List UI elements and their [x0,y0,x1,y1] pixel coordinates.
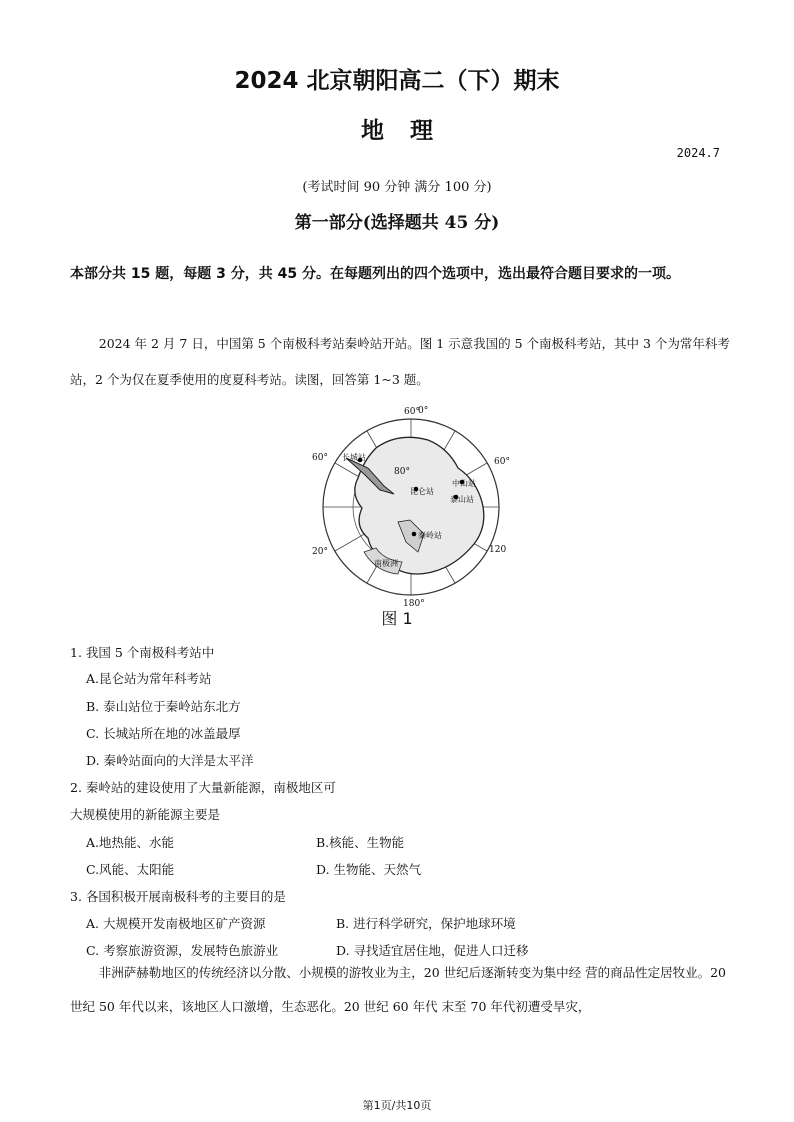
exam-info: (考试时间 90 分钟 满分 100 分) [302,180,492,195]
antarctic-map [306,402,516,612]
label-qinling: 秦岭站 [418,531,442,540]
label-taishan: 泰山站 [450,495,474,504]
question-2-stem-line1: 2. 秦岭站的建设使用了大量新能源，南极地区可 [70,780,336,795]
q2-option-b: B.核能、生物能 [316,835,405,850]
q3-option-d: D. 寻找适宜居住地，促进人口迁移 [336,943,529,958]
label-changcheng: 长城站 [342,453,366,462]
label-0: 0° [418,406,429,416]
label-kunlun: 昆仑站 [410,487,434,496]
label-60-top: 60° [404,407,420,417]
passage-antarctic-stations: 2024 年 2 月 7 日，中国第 5 个南极科考站秦岭站开站。图 1 示意我国的 5 个南极科考站，其中 3 个为常年科考站，2 个为仅在夏季使用的度夏科考站。读图，回答第 1~3 题。 [70,336,730,387]
label-60-left: 60° [312,453,328,463]
label-60-right: 60° [494,457,510,467]
label-20: 20° [312,547,328,557]
figure-caption: 图 1 [381,609,413,628]
q3-option-b: B. 进行科学研究，保护地球环境 [336,916,516,931]
antarctic-map-figure [306,402,516,612]
q3-option-a: A. 大规模开发南极地区矿产资源 [86,916,266,931]
passage-sahel: 非洲萨赫勒地区的传统经济以分散、小规模的游牧业为主，20 世纪后逐渐转变为集中经 营的商品性定居牧业。20 世纪 50 年代以来，该地区人口激增，生态恶化。20 世纪 60 年代 末至 70 年代初遭受旱灾， [70,965,727,1014]
q3-option-c: C. 考察旅游资源，发展特色旅游业 [86,943,279,958]
q2-option-c: C.风能、太阳能 [86,862,175,877]
qinling-station-marker [412,532,417,537]
q1-option-c: C. 长城站所在地的冰盖最厚 [86,726,241,741]
q1-option-b: B. 泰山站位于秦岭站东北方 [86,699,241,714]
label-120: 120 [489,545,507,555]
part-title: 第一部分(选择题共 45 分) [294,213,500,233]
exam-date: 2024.7 [676,146,720,160]
q1-option-d: D. 秦岭站面向的大洋是太平洋 [86,753,254,768]
q1-option-a: A.昆仑站为常年科考站 [86,671,212,686]
label-80: 80° [394,467,410,477]
q2-option-d: D. 生物能、天然气 [316,862,422,877]
label-nanji: 南极洲 [374,559,398,568]
label-zhongshan: 中山站 [452,479,476,488]
subject-title: 地理 [361,118,459,144]
label-180: 180° [403,599,425,609]
question-2-stem-line2: 大规模使用的新能源主要是 [70,807,221,822]
question-3-stem: 3. 各国积极开展南极科考的主要目的是 [70,889,286,904]
section-instructions: 本部分共 15 题，每题 3 分，共 45 分。在每题列出的四个选项中，选出最符合题目要求的一项。 [70,266,680,282]
question-1-stem: 1. 我国 5 个南极科考站中 [70,645,215,660]
page-number: 第1页/共10页 [362,1099,432,1112]
q2-option-a: A.地热能、水能 [86,835,175,850]
document-title: 2024 北京朝阳高二（下）期末 [234,68,560,94]
